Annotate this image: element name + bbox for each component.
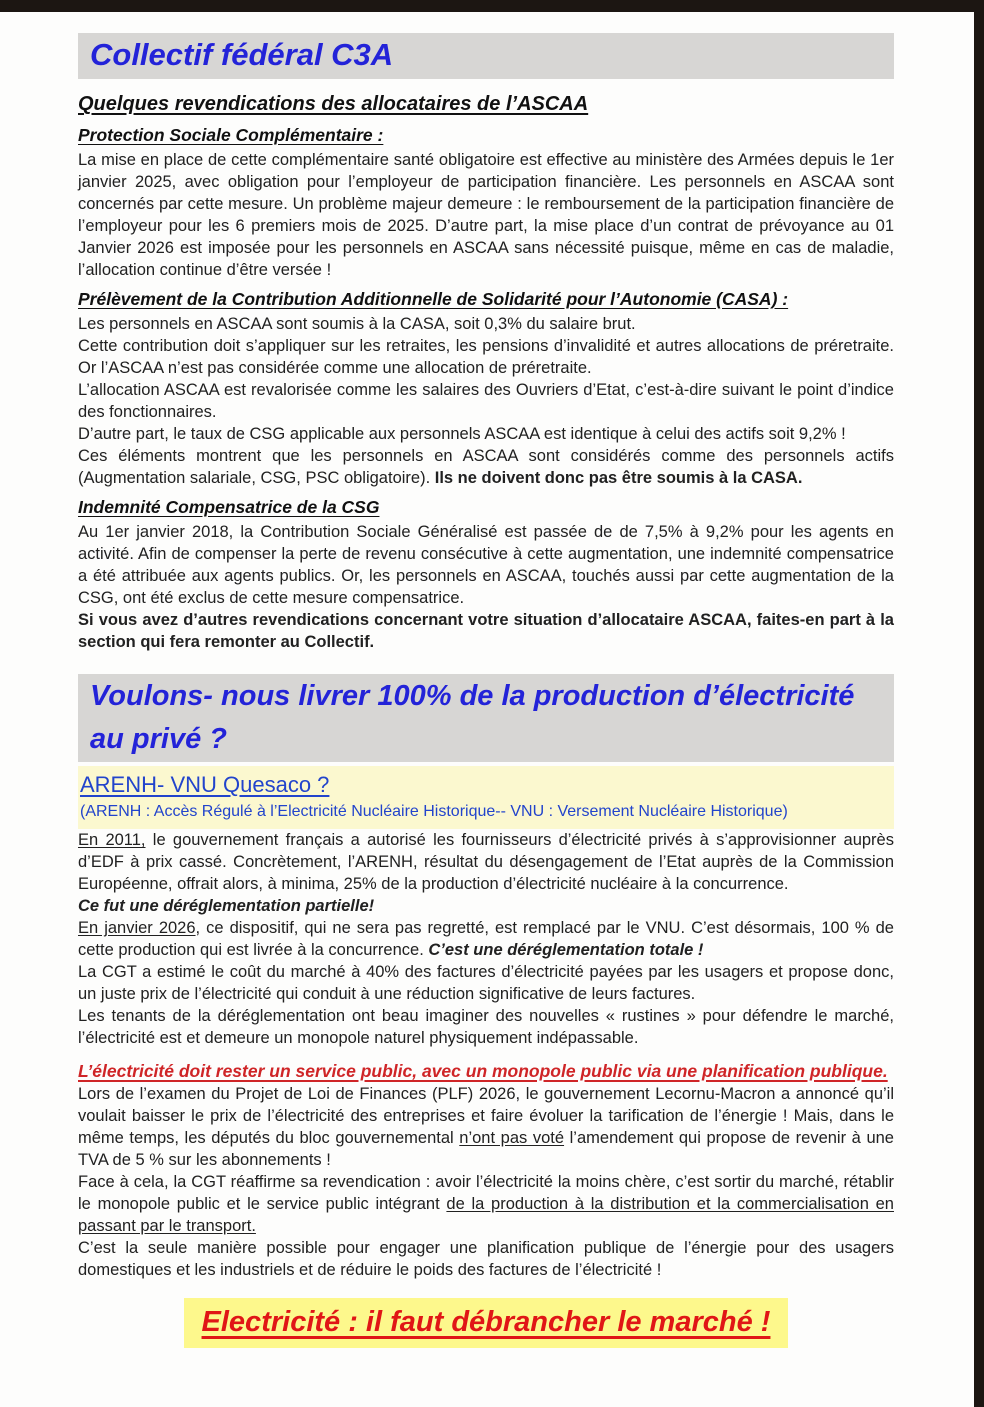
total-deregulation-note: C’est une déréglementation totale ! (428, 941, 704, 959)
section-icsg-heading: Indemnité Compensatrice de la CSG (78, 497, 380, 517)
paragraph-market-tenants: Les tenants de la déréglementation ont beau imaginer des nouvelles « rustines » pour défendre le marché, l’électricité est et demeure un monopole naturel physiquement indépassable. (78, 1007, 894, 1047)
casa-paragraph-5 (78, 445, 894, 489)
arenh-highlight-box (78, 766, 894, 829)
electricity-title-banner (78, 674, 894, 762)
footer-slogan: Electricité : il faut débrancher le marché ! (184, 1298, 789, 1348)
paragraph-cgt-demand (78, 1171, 894, 1237)
footer-banner-row (78, 1298, 894, 1348)
paragraph-plf-underline: n’ont pas voté (459, 1129, 565, 1147)
casa-paragraph-3: L’allocation ASCAA est revalorisée comme les salaires des Ouvriers d’Etat, c’est-à-dire suivant le point d’indice des fonctionnaires. (78, 381, 894, 421)
casa-paragraph-4: D’autre part, le taux de CSG applicable aux personnels ASCAA est identique à celui des actifs soit 9,2% ! (78, 425, 846, 443)
paragraph-plf-text-1: Lors de l’examen du Projet de Loi de Finances (PLF) 2026, le gouvernement Lecornu-Macron a annoncé qu’il voulait baisser le prix de l’électricité des entreprises et faire évoluer la tarification de l’énergie ! Mais, dans le même temps, les députés du bloc gouvernemental (78, 1085, 894, 1147)
scan-right-edge (974, 0, 984, 1407)
paragraph-cgt-estimate: La CGT a estimé le coût du marché à 40% des factures d’électricité payées par les usagers et propose donc, un juste prix de l’électricité qui conduit à une réduction significative de leurs factures. (78, 963, 894, 1003)
public-service-heading: L’électricité doit rester un service public, avec un monopole public via une planification publique. (78, 1061, 888, 1081)
section-icsg-body: Au 1er janvier 2018, la Contribution Sociale Généralisé est passée de de 7,5% à 9,2% pour les agents en activité. Afin de compenser la perte de revenu consécutive à cette augmentation, une indemnité compensatrice a été attribuée aux agents publics. Or, les personnels en ASCAA, touchés aussi par cette augmentation de la CSG, ont été exclus de cette mesure compensatrice. (78, 523, 894, 607)
paragraph-2026-text: , ce dispositif, qui ne sera pas regretté, est remplacé par le VNU. C’est désormais, 100 % de cette production qui est livrée à la concurrence. (78, 919, 894, 959)
paragraph-2026-date: En janvier 2026 (78, 919, 196, 937)
electricity-title: Voulons- nous livrer 100% de la production d’électricité au privé ? (90, 680, 855, 755)
arenh-vnu-link[interactable]: ARENH- VNU Quesaco ? (80, 772, 330, 797)
paragraph-2011-date: En 2011, (78, 831, 146, 849)
page-title-banner (78, 33, 894, 79)
document-content (78, 12, 894, 1348)
paragraph-2026 (78, 917, 894, 961)
paragraph-2011-text: le gouvernement français a autorisé les fournisseurs d’électricité privés à s’approvisionner auprès d’EDF à prix cassé. Concrètement, l’ARENH, résultat du désengagement de l’Etat auprès de la Commission Européenne, offrait alors, à minima, 25% de la production d’électricité nucléaire à la concurrence. (78, 831, 894, 893)
paragraph-plf (78, 1083, 894, 1171)
section-psc-heading: Protection Sociale Complémentaire : (78, 125, 384, 145)
casa-paragraph-2: Cette contribution doit s’appliquer sur les retraites, les pensions d’invalidité et autres allocations de préretraite. Or l’ASCAA n’est pas considérée comme une allocation de préretraite. (78, 337, 894, 377)
scan-top-edge (0, 0, 984, 12)
paragraph-2011 (78, 829, 894, 895)
paragraph-cgt-demand-text: Face à cela, la CGT réaffirme sa revendication : avoir l’électricité la moins chère, c’est sortir du marché, rétablir le monopole public et le service public intégrant (78, 1173, 894, 1213)
section-casa-heading: Prélèvement de la Contribution Additionnelle de Solidarité pour l’Autonomie (CASA) : (78, 289, 789, 309)
casa-paragraph-5-emphasis: Ils ne doivent donc pas être soumis à la CASA. (434, 469, 803, 487)
partial-deregulation-note: Ce fut une déréglementation partielle! (78, 897, 375, 915)
casa-paragraph-5-text: Ces éléments montrent que les personnels en ASCAA sont considérés comme des personnels actifs (Augmentation salariale, CSG, PSC obligatoire). (78, 447, 894, 487)
paragraph-cgt-demand-underline: de la production à la distribution et la commercialisation en passant par le transport. (78, 1195, 894, 1235)
paragraph-plf-text-2: l’amendement qui propose de revenir à une TVA de 5 % sur les abonnements ! (78, 1129, 894, 1169)
call-to-action: Si vous avez d’autres revendications concernant votre situation d’allocataire ASCAA, faites-en part à la section qui fera remonter au Collectif. (78, 611, 894, 651)
doc-subtitle: Quelques revendications des allocataires de l’ASCAA (78, 93, 589, 115)
page-title: Collectif fédéral C3A (90, 37, 394, 72)
arenh-vnu-definition: (ARENH : Accès Régulé à l’Electricité Nucléaire Historique-- VNU : Versement Nucléaire Historique) (80, 803, 788, 820)
paragraph-planification: C’est la seule manière possible pour engager une planification publique de l’énergie pour des usagers domestiques et les industriels et de réduire le poids des factures de l’électricité ! (78, 1239, 894, 1279)
casa-paragraph-1: Les personnels en ASCAA sont soumis à la CASA, soit 0,3% du salaire brut. (78, 315, 636, 333)
section-psc-body: La mise en place de cette complémentaire santé obligatoire est effective au ministère des Armées depuis le 1er janvier 2025, avec obligation pour l’employeur de participation financière. Les personnels en ASCAA sont concernés par cette mesure. Un problème majeur demeure : le remboursement de la participation financière de l’employeur pour les 6 premiers mois de 2025. D’autre part, la mise place d’un contrat de prévoyance au 01 Janvier 2026 est imposée pour les personnels en ASCAA sans nécessité puisque, même en cas de maladie, l’allocation continue d’être versée ! (78, 151, 894, 279)
